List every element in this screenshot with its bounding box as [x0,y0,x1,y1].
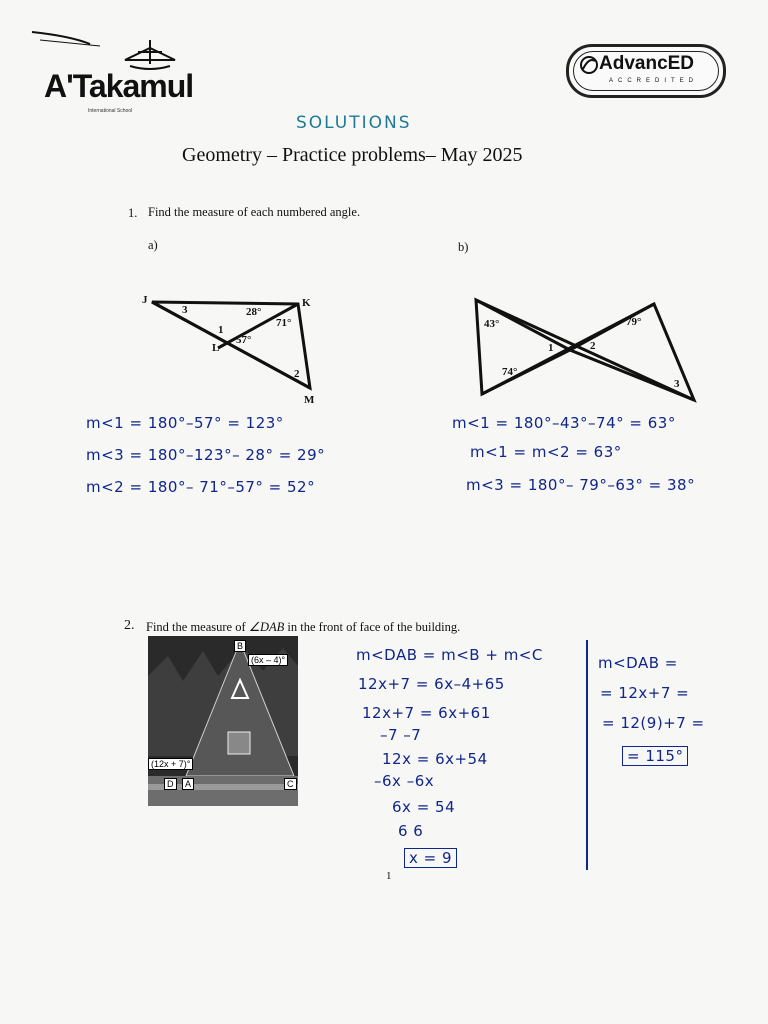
label-left-angle: (12x + 7)° [148,758,193,770]
point-j: J [142,294,148,306]
angle-label-43: 43° [484,318,500,330]
work-a-line1: m<1 = 180°–57° = 123° [86,414,284,432]
label-top-angle: (6x – 4)° [248,654,288,666]
label-c: C [284,778,297,790]
work2-line8: 6 6 [398,822,424,840]
school-subtitle: International School [88,108,133,114]
angle-label-2: 2 [294,368,300,380]
label-a: A [182,778,194,790]
problem2-prompt-post: in the front of face of the building. [284,620,461,634]
label-b: B [234,640,246,652]
angle-label-71: 71° [276,317,292,329]
work2-line6: –6x –6x [374,772,435,790]
building-photo [148,636,298,806]
work-a-line3: m<2 = 180°– 71°–57° = 52° [86,478,316,496]
problem1-prompt: Find the measure of each numbered angle. [148,205,361,219]
problem2-number: 2. [124,618,135,633]
work2-line7: 6x = 54 [392,798,456,816]
work-a-line2: m<3 = 180°–123°– 28° = 29° [86,446,326,464]
work2-line4: –7 –7 [380,726,422,744]
point-l: L [212,342,220,354]
work2-right-line3: = 12(9)+7 = [602,714,705,732]
angle-label-b1: 1 [548,342,554,354]
label-d: D [164,778,177,790]
accreditor-name: AdvancED [599,53,695,74]
page-title: Geometry – Practice problems– May 2025 [182,144,523,166]
angle-label-28: 28° [246,306,262,318]
work2-final-answer: = 115° [622,746,688,766]
angle-label-57: 57° [236,334,252,346]
work2-line5: 12x = 6x+54 [382,750,488,768]
problem2-angle: ∠DAB [248,620,285,634]
work-divider [586,640,588,870]
angle-label-3: 3 [182,304,188,316]
angle-label-b3: 3 [674,378,680,390]
leaf-icon [579,55,599,75]
work2-right-line2: = 12x+7 = [600,684,690,702]
work2-line2: 12x+7 = 6x–4+65 [358,675,505,693]
point-k: K [302,297,311,309]
part-a-label: a) [148,238,158,252]
school-logo [30,30,220,120]
angle-label-b2: 2 [590,340,596,352]
work-b-line3: m<3 = 180°– 79°–63° = 38° [466,476,696,494]
work-b-line1: m<1 = 180°–43°–74° = 63° [452,414,676,432]
work2-right-line1: m<DAB = [598,654,678,672]
triangle-figure-a [130,290,330,415]
angle-label-74: 74° [502,366,518,378]
page-number: 1 [386,870,392,882]
problem2-prompt [146,619,460,635]
solutions-heading: SOLUTIONS [296,113,412,133]
problem2-prompt-pre: Find the measure of [146,620,249,634]
accreditor-logo [566,44,726,98]
angle-label-1: 1 [218,324,224,336]
work2-answer-x: x = 9 [404,848,457,868]
accreditor-subtitle: ACCREDITED [609,78,699,84]
point-m: M [304,394,315,406]
work2-line1: m<DAB = m<B + m<C [356,646,543,664]
school-name: A'Takamul [44,68,194,104]
angle-label-79: 79° [626,316,642,328]
bowtie-figure-b [470,294,700,406]
problem1-number: 1. [128,206,138,220]
part-b-label: b) [458,240,469,254]
work2-line3: 12x+7 = 6x+61 [362,704,491,722]
work-b-line2: m<1 = m<2 = 63° [470,443,622,461]
